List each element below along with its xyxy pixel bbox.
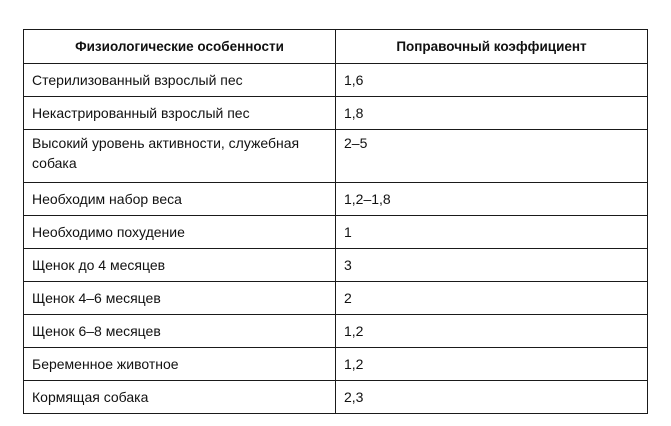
feature-cell: Высокий уровень активности, служебная собака	[24, 130, 336, 183]
coefficient-table	[23, 29, 648, 414]
coefficient-cell: 1,2–1,8	[336, 183, 648, 216]
coefficient-cell: 1,2	[336, 315, 648, 348]
coefficient-cell: 2	[336, 282, 648, 315]
coefficient-cell: 1,2	[336, 348, 648, 381]
table-row	[24, 348, 648, 381]
table-row	[24, 64, 648, 97]
header-coefficient: Поправочный коэффициент	[336, 30, 648, 64]
table-row	[24, 183, 648, 216]
feature-cell: Необходимо похудение	[24, 216, 336, 249]
coefficient-cell: 3	[336, 249, 648, 282]
feature-cell: Стерилизованный взрослый пес	[24, 64, 336, 97]
table-row	[24, 315, 648, 348]
feature-cell: Некастрированный взрослый пес	[24, 97, 336, 130]
table-row	[24, 130, 648, 183]
table-row	[24, 381, 648, 414]
table-row	[24, 216, 648, 249]
feature-cell: Необходим набор веса	[24, 183, 336, 216]
coefficient-cell: 1,8	[336, 97, 648, 130]
feature-cell: Кормящая собака	[24, 381, 336, 414]
table-row	[24, 249, 648, 282]
coefficient-cell: 2–5	[336, 130, 648, 183]
table-header-row	[24, 30, 648, 64]
table-row	[24, 97, 648, 130]
feature-cell: Щенок до 4 месяцев	[24, 249, 336, 282]
table-row	[24, 282, 648, 315]
feature-cell: Щенок 6–8 месяцев	[24, 315, 336, 348]
coefficient-cell: 1,6	[336, 64, 648, 97]
feature-cell: Беременное животное	[24, 348, 336, 381]
header-features: Физиологические особенности	[24, 30, 336, 64]
coefficient-cell: 2,3	[336, 381, 648, 414]
feature-cell: Щенок 4–6 месяцев	[24, 282, 336, 315]
coefficient-cell: 1	[336, 216, 648, 249]
